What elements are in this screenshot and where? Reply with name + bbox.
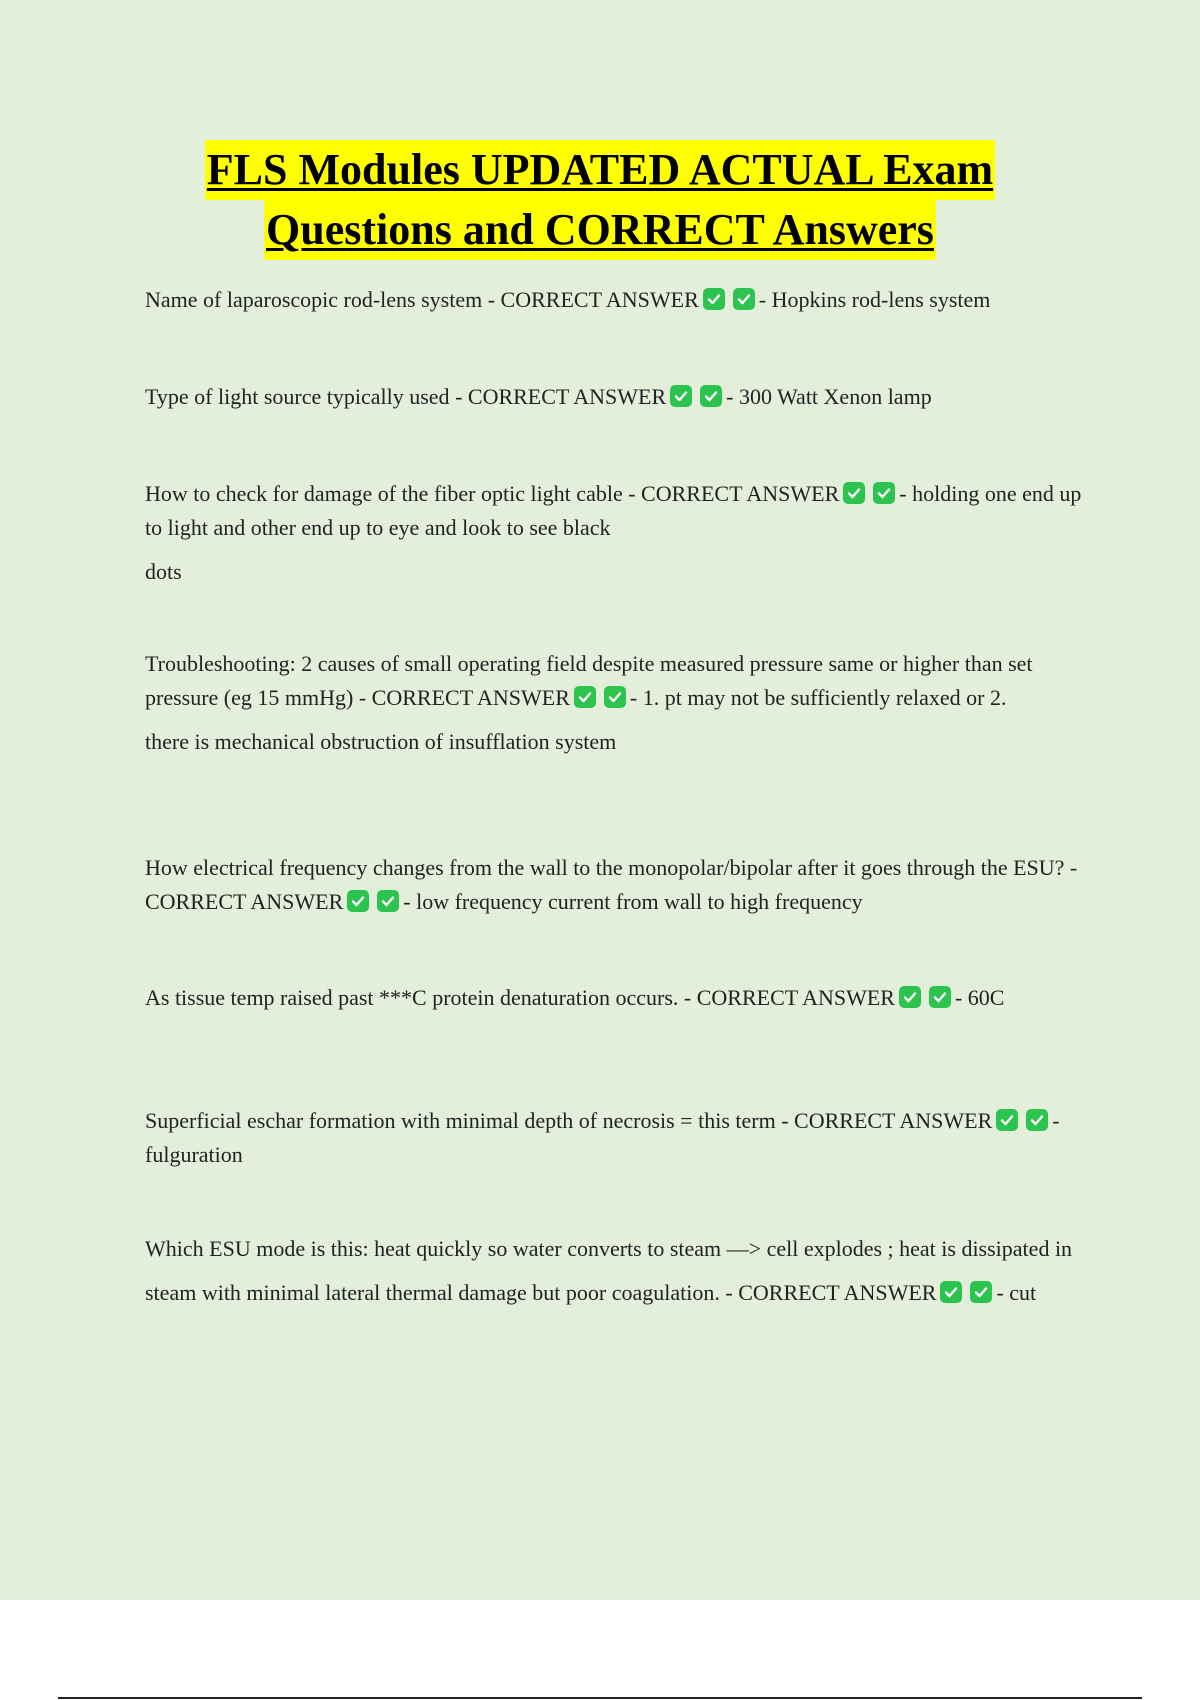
answer-text: - fulguration <box>145 1108 1060 1167</box>
answer-text: - 1. pt may not be sufficiently relaxed or 2. <box>629 685 1007 710</box>
qa-text <box>145 647 1095 715</box>
qa-item <box>145 1232 1095 1310</box>
qa-item <box>145 477 1095 589</box>
check-mark-icon <box>670 385 692 407</box>
qa-item <box>145 380 1095 414</box>
qa-text <box>145 283 1095 317</box>
qa-item <box>145 851 1095 919</box>
question-text: Superficial eschar formation with minimal depth of necrosis = this term <box>145 1108 776 1133</box>
title-line-1: FLS Modules UPDATED ACTUAL Exam <box>205 140 995 200</box>
check-mark-icon <box>347 890 369 912</box>
qa-item <box>145 283 1095 317</box>
qa-text <box>145 477 1095 545</box>
check-mark-icon <box>940 1281 962 1303</box>
question-text: How electrical frequency changes from the wall to the monopolar/bipolar after it goes through the ESU? <box>145 855 1065 880</box>
question-text: As tissue temp raised past ***C protein denaturation occurs. <box>145 985 679 1010</box>
qa-item <box>145 1104 1095 1172</box>
continuation-text: there is mechanical obstruction of insufflation system <box>145 729 617 754</box>
answer-text: - cut <box>996 1280 1037 1305</box>
question-text: How to check for damage of the fiber optic light cable <box>145 481 623 506</box>
check-mark-icon <box>703 288 725 310</box>
check-mark-icon <box>899 986 921 1008</box>
qa-text <box>145 380 1095 414</box>
answer-marker: - CORRECT ANSWER <box>628 481 840 506</box>
check-mark-icon <box>929 986 951 1008</box>
continuation-text: steam with minimal lateral thermal damage but poor coagulation. <box>145 1280 720 1305</box>
qa-item <box>145 981 1095 1015</box>
answer-marker: - CORRECT ANSWER <box>683 985 895 1010</box>
check-mark-icon <box>574 686 596 708</box>
check-mark-icon <box>1026 1109 1048 1131</box>
check-mark-icon <box>843 482 865 504</box>
check-mark-icon <box>873 482 895 504</box>
question-text: Name of laparoscopic rod-lens system <box>145 287 483 312</box>
answer-text: - 60C <box>954 985 1005 1010</box>
continuation-text: dots <box>145 559 182 584</box>
check-mark-icon <box>996 1109 1018 1131</box>
answer-marker: - CORRECT ANSWER <box>358 685 570 710</box>
answer-text: - holding one end up to light and other end up to eye and look to see black <box>145 481 1082 540</box>
answer-marker: - CORRECT ANSWER <box>781 1108 993 1133</box>
answer-text: - low frequency current from wall to high frequency <box>403 889 863 914</box>
qa-text: Which ESU mode is this: heat quickly so water converts to steam —> cell explodes ; heat is dissipated in <box>145 1236 1073 1261</box>
question-text: Type of light source typically used <box>145 384 450 409</box>
check-mark-icon <box>700 385 722 407</box>
answer-marker: - CORRECT ANSWER <box>145 855 1078 914</box>
qa-text <box>145 851 1095 919</box>
check-mark-icon <box>970 1281 992 1303</box>
answer-marker: - CORRECT ANSWER <box>725 1280 937 1305</box>
check-mark-icon <box>604 686 626 708</box>
check-mark-icon <box>377 890 399 912</box>
answer-marker: - CORRECT ANSWER <box>487 287 699 312</box>
question-text: Troubleshooting: 2 causes of small operating field despite measured pressure same or higher than set pressure (eg 15 mmHg) <box>145 651 1033 710</box>
title-line-2: Questions and CORRECT Answers <box>264 200 936 260</box>
answer-marker: - CORRECT ANSWER <box>455 384 667 409</box>
check-mark-icon <box>733 288 755 310</box>
qa-text <box>145 1276 1095 1310</box>
answer-text: - Hopkins rod-lens system <box>758 287 991 312</box>
page-title <box>0 140 1200 260</box>
footer-divider <box>58 1697 1142 1699</box>
qa-item <box>145 647 1095 759</box>
answer-text: - 300 Watt Xenon lamp <box>726 384 932 409</box>
qa-text <box>145 1104 1095 1172</box>
qa-text <box>145 981 1095 1015</box>
